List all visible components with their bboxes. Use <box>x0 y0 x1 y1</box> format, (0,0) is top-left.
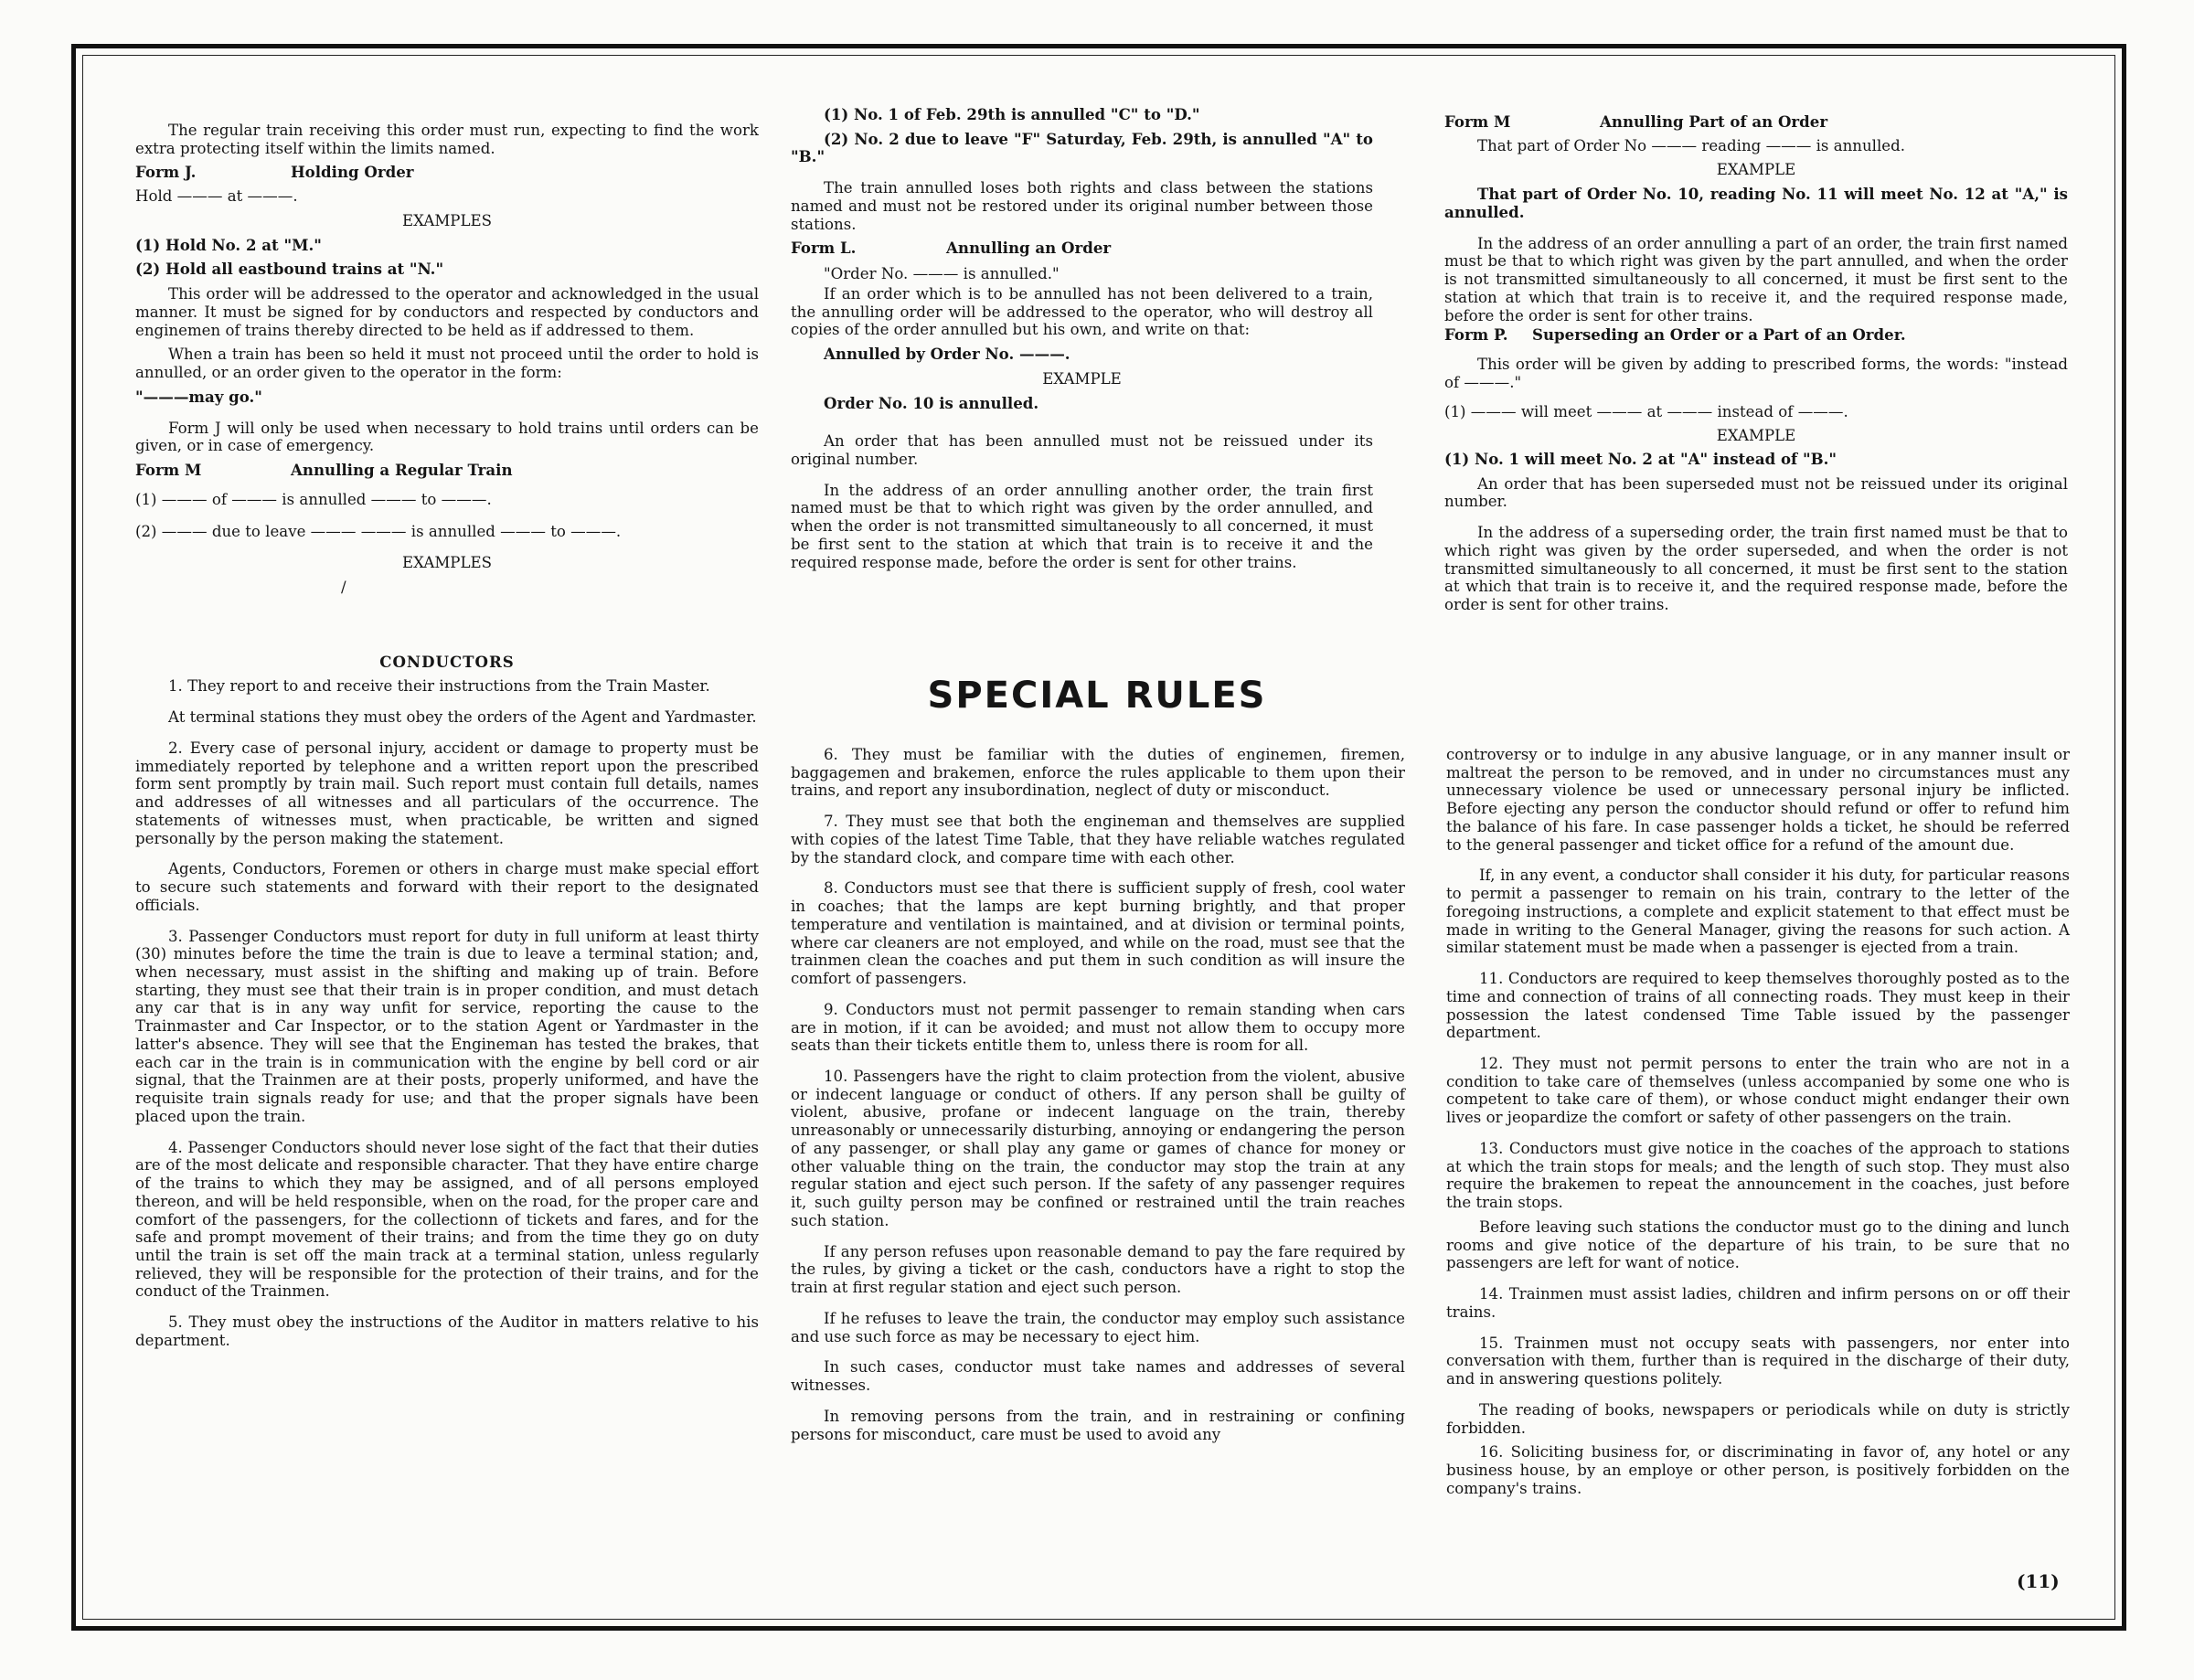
paragraph: Agents, Conductors, Foremen or others in charge must make special effort to secure such statements and forward with their report to the designated officials. <box>135 860 759 914</box>
order-annulled-line: "Order No. ——— is annulled." <box>824 265 1060 283</box>
special-rules-title: SPECIAL RULES <box>927 675 1267 717</box>
paragraph: Before leaving such stations the conductor must go to the dining and lunch rooms and give notice of the departure of his train, to be sure that no passengers are left for want of notice. <box>1446 1217 2070 1272</box>
form-l-label: Form L. <box>791 239 857 258</box>
conductors-heading: CONDUCTORS <box>379 652 515 671</box>
paragraph: In the address of a superseding order, the train first named must be that to which right was given by the order superseded, and when the order is not transmitted simultaneously to all concerned, it must be first sent to the station at which that train is to receive it, and the required response made, before the order is sent for other trains. <box>1444 524 2068 614</box>
rule-7: 7. They must see that both the engineman and themselves are supplied with copies of the latest Time Table, that they have reliable watches regulated by the standard clock, and compare time with each other. <box>791 813 1405 867</box>
examples-label-2: EXAMPLES <box>402 554 492 572</box>
rule-14: 14. Trainmen must assist ladies, children and infirm persons on or off their trains. <box>1446 1285 2070 1321</box>
rule-10: 10. Passengers have the right to claim protection from the violent, abusive or indecent language or conduct of others. If any person shall be guilty of violent, abusive, profane or indecent language on the train, thereby unreasonably or unnecessarily disturbing, annoying or endangering the person of any passenger, or shall play any game or games of chance for money or other valuable thing on the train, the conductor may stop the train at any regular station and eject such person. If the safety of any passenger requires it, such guilty person may be confined or restrained until the train reaches such station. <box>791 1068 1405 1229</box>
rule-5: 5. They must obey the instructions of the Auditor in matters relative to his department. <box>135 1313 759 1349</box>
form-m-line: That part of Order No ——— reading ——— is annulled. <box>1477 136 1906 154</box>
rule-16: 16. Soliciting business for, or discriminating in favor of, any hotel or any business house, by an employe or other person, is positively forbidden on the company's trains. <box>1446 1443 2070 1497</box>
paragraph: An order that has been annulled must not be reissued under its original number. <box>791 432 1373 469</box>
paragraph: If any person refuses upon reasonable demand to pay the fare required by the rules, by giving a ticket or the cash, conductors have a right to stop the train at first regular station and eject such person. <box>791 1242 1405 1297</box>
column-4 <box>791 746 1405 1450</box>
paragraph: If an order which is to be annulled has not been delivered to a train, the annulling order will be addressed to the operator, who will destroy all copies of the order annulled but his own, and write on that: <box>791 284 1373 339</box>
paragraph: Form J will only be used when necessary to hold trains until orders can be given, or in case of emergency. <box>135 419 759 455</box>
example-text: That part of Order No. 10, reading No. 11 will meet No. 12 at "A," is annulled. <box>1444 185 2068 221</box>
form-p-heading <box>1444 326 2068 345</box>
stray-mark: / <box>341 578 346 596</box>
form-l-heading <box>791 239 1373 258</box>
rule-4: 4. Passenger Conductors should never lose sight of the fact that their duties are of the most delicate and responsible character. That they have entire charge of the trains to which they may be assigned, and of all persons employed thereon, and will be held responsible, when on the road, for the proper care and comfort of the passengers, for the collectionn of tickets and fares, and for the safe and prompt movement of their trains; and from the time they go on duty until the train is set off the main track at a terminal station, unless regularly relieved, they will be responsible for the protection of their trains, and for the conduct of the Trainmen. <box>135 1138 759 1301</box>
rule-1: 1. They report to and receive their instructions from the Train Master. <box>168 677 710 696</box>
annul-example-1: (1) No. 1 of Feb. 29th is annulled "C" to "D." <box>824 105 1200 123</box>
page-number: (11) <box>2017 1570 2060 1592</box>
paragraph: This order will be addressed to the operator and acknowledged in the usual manner. It must be signed for by conductors and respected by conductors and enginemen of trains thereby directed to be held as if addressed to them. <box>135 285 759 339</box>
form-p-title: Superseding an Order or a Part of an Order. <box>1532 325 1906 345</box>
column-5 <box>1446 746 2070 1504</box>
example-1: (1) Hold No. 2 at "M." <box>135 235 322 254</box>
paragraph: If, in any event, a conductor shall consider it his duty, for particular reasons to permit a passenger to remain on his train, contrary to the letter of the foregoing instructions, a complete and explicit statement to that effect must be made in writing to the General Manager, giving the reasons for such action. A similar statement must be made when a passenger is ejected from a train. <box>1446 867 2070 957</box>
rule-3: 3. Passenger Conductors must report for duty in full uniform at least thirty (30) minutes before the time the train is due to leave a terminal station; and, when necessary, must assist in the shifting and making up of train. Before starting, they must see that their train is in proper condition, and must detach any car that is in any way unfit for service, reporting the cause to the Trainmaster and Car Inspector, or to the station Agent or Yardmaster in the latter's absence. They will see that the Engineman has tested the brakes, that each car in the train is in communication with the engine by bell cord or air signal, that the Trainmen are at their posts, properly uniformed, and have the requisite train signals ready for use; and that the proper signals have been placed upon the train. <box>135 927 759 1125</box>
intro-paragraph: The regular train receiving this order must run, expecting to find the work extra protecting itself within the limits named. <box>135 122 759 157</box>
examples-label: EXAMPLES <box>402 211 492 229</box>
rule-11: 11. Conductors are required to keep themselves thoroughly posted as to the time and connection of trains of all connecting roads. They must keep in their possession the latest condensed Time Table issued by the passenger department. <box>1446 970 2070 1042</box>
paragraph: An order that has been superseded must not be reissued under its original number. <box>1444 474 2068 511</box>
form-m-line-1: (1) ——— of ——— is annulled ——— to ———. <box>135 490 492 508</box>
paragraph: At terminal stations they must obey the orders of the Agent and Yardmaster. <box>168 708 757 727</box>
form-m-title: Annulling Part of an Order <box>1600 112 1828 131</box>
example-label-2: EXAMPLE <box>1716 427 1796 445</box>
form-m-heading <box>135 462 759 480</box>
form-m-title: Annulling a Regular Train <box>291 461 513 480</box>
annulled-by-line: Annulled by Order No. ———. <box>824 345 1070 364</box>
paragraph: The reading of books, newspapers or periodicals while on duty is strictly forbidden. <box>1446 1400 2070 1437</box>
form-p-line: (1) ——— will meet ——— at ——— instead of ———. <box>1444 402 1848 420</box>
form-p-label: Form P. <box>1444 325 1508 345</box>
form-j-title: Holding Order <box>291 163 414 182</box>
form-m-line-2: (2) ——— due to leave ——— ——— is annulled ——— to ———. <box>135 523 622 541</box>
rule-2: 2. Every case of personal injury, accident or damage to property must be immediately reported by telephone and a written report upon the prescribed form sent promptly by train mail. Such report must contain full details, names and addresses of all witnesses and all particulars of the occurrence. The statements of witnesses must, when practicable, be written and signed personally by the person making the statement. <box>135 739 759 847</box>
form-l-title: Annulling an Order <box>946 239 1112 258</box>
rule-6: 6. They must be familiar with the duties of enginemen, firemen, baggagemen and brakemen, enforce the rules applicable to them upon their trains, and report any insubordination, neglect of duty or misconduct. <box>791 746 1405 800</box>
column-3 <box>1444 113 2068 621</box>
paragraph: In the address of an order annulling another order, the train first named must be that to which right was given by the order annulled, and when the order is not transmitted simultaneously to all concerned, it must be first sent to the station at which that train is to receive it and the required response made, before the order is sent for other trains. <box>791 481 1373 571</box>
rule-15: 15. Trainmen must not occupy seats with passengers, nor enter into conversation with them, further than is required in the discharge of their duty, and in answering questions politely. <box>1446 1334 2070 1388</box>
example-label: EXAMPLE <box>1716 161 1796 179</box>
form-j-label: Form J. <box>135 163 197 182</box>
rule-9: 9. Conductors must not permit passenger to remain standing when cars are in motion, if it can be avoided; and must not allow them to occupy more seats than their tickets entitle them to, unless there is room for all. <box>791 1000 1405 1055</box>
column-1 <box>135 122 759 1356</box>
annul-example-2: (2) No. 2 due to leave "F" Saturday, Feb. 29th, is annulled "A" to "B." <box>791 129 1373 166</box>
example-text: Order No. 10 is annulled. <box>824 393 1039 412</box>
example-label: EXAMPLE <box>1042 369 1122 388</box>
form-m-heading <box>1444 113 2068 132</box>
form-j-line: Hold ——— at ———. <box>135 187 298 206</box>
paragraph: If he refuses to leave the train, the conductor may employ such assistance and use such force as may be necessary to eject him. <box>791 1309 1405 1345</box>
paragraph: In the address of an order annulling a part of an order, the train first named must be that to which right was given by the part annulled, and when the order is not transmitted simultaneously to all concerned, it must be first sent to the station at which that train is to receive it, and the required response made, before the order is sent for other trains. <box>1444 234 2068 324</box>
paragraph: The train annulled loses both rights and class between the stations named and must not be restored under its original number between those stations. <box>791 179 1373 233</box>
form-j-heading <box>135 164 759 182</box>
form-m-label: Form M <box>135 461 202 480</box>
paragraph: This order will be given by adding to prescribed forms, the words: "instead of ———." <box>1444 356 2068 391</box>
rule-8: 8. Conductors must see that there is sufficient supply of fresh, cool water in coaches; that the lamps are kept burning brightly, and that proper temperature and ventilation is maintained, and at division or terminal points, where car cleaners are not employed, and while on the road, must see that the trainmen clean the coaches and put them in such condition as will insure the comfort of passengers. <box>791 879 1405 988</box>
rule-12: 12. They must not permit persons to enter the train who are not in a condition to take care of themselves (unless accompanied by some one who is competent to take care of them), or whose conduct might endanger their own lives or jeopardize the comfort or safety of other passengers on the train. <box>1446 1055 2070 1127</box>
paragraph: When a train has been so held it must not proceed until the order to hold is annulled, or an order given to the operator in the form: <box>135 346 759 382</box>
example-2: (2) Hold all eastbound trains at "N." <box>135 260 444 279</box>
example-text-2: (1) No. 1 will meet No. 2 at "A" instead of "B." <box>1444 450 1837 469</box>
paragraph: In removing persons from the train, and in restraining or confining persons for misconduct, care must be used to avoid any <box>791 1407 1405 1443</box>
form-m-label: Form M <box>1444 112 1511 131</box>
paragraph: controversy or to indulge in any abusive language, or in any manner insult or maltreat the person to be removed, and in under no circumstances must any unnecessary violence be used or unnecessary personal injury be inflicted. Before ejecting any person the conductor should refund or offer to refund him the balance of his fare. In case passenger holds a ticket, he should be referred to the general passenger and ticket office for a refund of the amount due. <box>1446 746 2070 854</box>
column-2 <box>791 106 1373 578</box>
rule-13: 13. Conductors must give notice in the coaches of the approach to stations at which the train stops for meals; and the length of such stop. They must also require the brakemen to repeat the announcement in the coaches, just before the train stops. <box>1446 1139 2070 1212</box>
paragraph: In such cases, conductor must take names and addresses of several witnesses. <box>791 1358 1405 1395</box>
may-go-line: "———may go." <box>135 387 262 406</box>
